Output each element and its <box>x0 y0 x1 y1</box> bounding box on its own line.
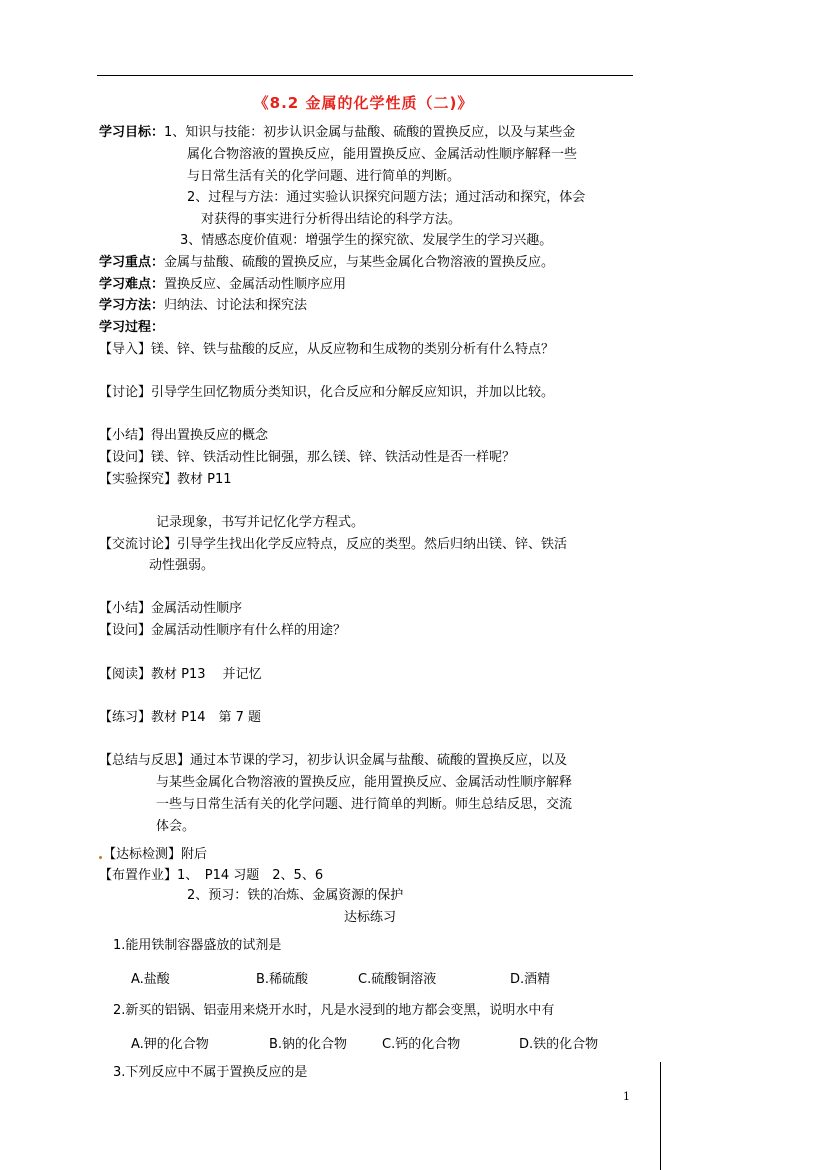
exercise-heading: 达标练习 <box>344 910 397 925</box>
step-discuss: 【讨论】引导学生回忆物质分类知识，化合反应和分解反应知识，并加以比较。 <box>99 385 555 400</box>
difficulties-label: 学习难点： <box>99 277 165 292</box>
step-reflect-3: 一些与日常生活有关的化学问题、进行简单的判断。师生总结反思，交流 <box>156 797 573 812</box>
step-intro: 【导入】镁、锌、铁与盐酸的反应，从反应物和生成物的类别分析有什么特点？ <box>99 342 555 357</box>
step-reflect-2: 与某些金属化合物溶液的置换反应，能用置换反应、金属活动性顺序解释 <box>156 775 573 790</box>
objectives-line-1 <box>99 125 575 141</box>
step-homework-1: 【布置作业】1、 P14 习题 2、5、6 <box>99 868 324 883</box>
objectives-line-6: 3、情感态度价值观：增强学生的探究欲、发展学生的学习兴趣。 <box>180 233 553 248</box>
q2-option-d: D.铁的化合物 <box>519 1037 599 1052</box>
step-exchange-2: 动性强弱。 <box>149 558 215 573</box>
step-summary-2: 【小结】金属活动性顺序 <box>99 601 243 616</box>
step-reflect-4: 体会。 <box>156 819 196 834</box>
page-number: 1 <box>623 1090 630 1103</box>
step-practice: 【练习】教材 P14 第 7 题 <box>99 710 262 725</box>
top-rule <box>97 75 633 76</box>
step-record: 记录现象，书写并记忆化学方程式。 <box>156 515 365 530</box>
q2-option-a: A.钾的化合物 <box>131 1037 209 1052</box>
question-3: 3.下列反应中不属于置换反应的是 <box>113 1065 308 1080</box>
objectives-text-1: 1、知识与技能：初步认识金属与盐酸、硫酸的置换反应，以及与某些金 <box>164 125 576 140</box>
step-summary-1: 【小结】得出置换反应的概念 <box>99 428 269 443</box>
q1-option-d: D.酒精 <box>510 972 551 987</box>
methods-text: 归纳法、讨论法和探究法 <box>164 298 308 313</box>
key-points-label: 学习重点： <box>99 255 165 270</box>
objectives-label: 学习目标： <box>99 125 165 140</box>
q2-option-c: C.钙的化合物 <box>382 1037 461 1052</box>
process-label: 学习过程： <box>99 320 165 335</box>
step-exchange-1: 【交流讨论】引导学生找出化学反应特点，反应的类型。然后归纳出镁、锌、铁活 <box>99 537 568 552</box>
margin-rule <box>660 1062 661 1170</box>
q2-option-b: B.钠的化合物 <box>269 1037 348 1052</box>
question-2: 2.新买的铝锅、铝壶用来烧开水时，凡是水浸到的地方都会变黑，说明水中有 <box>113 1003 555 1018</box>
step-experiment: 【实验探究】教材 P11 <box>99 472 232 487</box>
q1-option-b: B.稀硫酸 <box>256 972 309 987</box>
step-homework-2: 2、预习：铁的冶炼、金属资源的保护 <box>187 888 404 903</box>
q1-option-c: C.硫酸铜溶液 <box>358 972 437 987</box>
objectives-line-5: 对获得的事实进行分析得出结论的科学方法。 <box>201 212 462 227</box>
key-points-text: 金属与盐酸、硫酸的置换反应，与某些金属化合物溶液的置换反应。 <box>164 255 555 270</box>
q1-option-a: A.盐酸 <box>131 972 170 987</box>
difficulties <box>99 277 346 293</box>
question-1: 1.能用铁制容器盛放的试剂是 <box>113 938 282 953</box>
step-question-1: 【设问】镁、锌、铁活动性比铜强，那么镁、锌、铁活动性是否一样呢？ <box>99 450 516 465</box>
step-question-2: 【设问】金属活动性顺序有什么样的用途？ <box>99 623 347 638</box>
anchor-mark <box>99 856 102 859</box>
page-title: 《8.2 金属的化学性质（二)》 <box>253 94 474 112</box>
objectives-line-4: 2、过程与方法：通过实验认识探究问题方法；通过活动和探究，体会 <box>187 190 586 205</box>
methods-label: 学习方法： <box>99 298 165 313</box>
step-reading: 【阅读】教材 P13 并记忆 <box>99 667 262 682</box>
step-reflect-1: 【总结与反思】通过本节课的学习，初步认识金属与盐酸、硫酸的置换反应，以及 <box>99 753 568 768</box>
objectives-line-2: 属化合物溶液的置换反应，能用置换反应、金属活动性顺序解释一些 <box>187 147 578 162</box>
objectives-line-3: 与日常生活有关的化学问题、进行简单的判断。 <box>187 169 461 184</box>
step-check: 【达标检测】附后 <box>103 847 208 862</box>
difficulties-text: 置换反应、金属活动性顺序应用 <box>164 277 347 292</box>
key-points <box>99 255 554 271</box>
methods <box>99 298 307 314</box>
